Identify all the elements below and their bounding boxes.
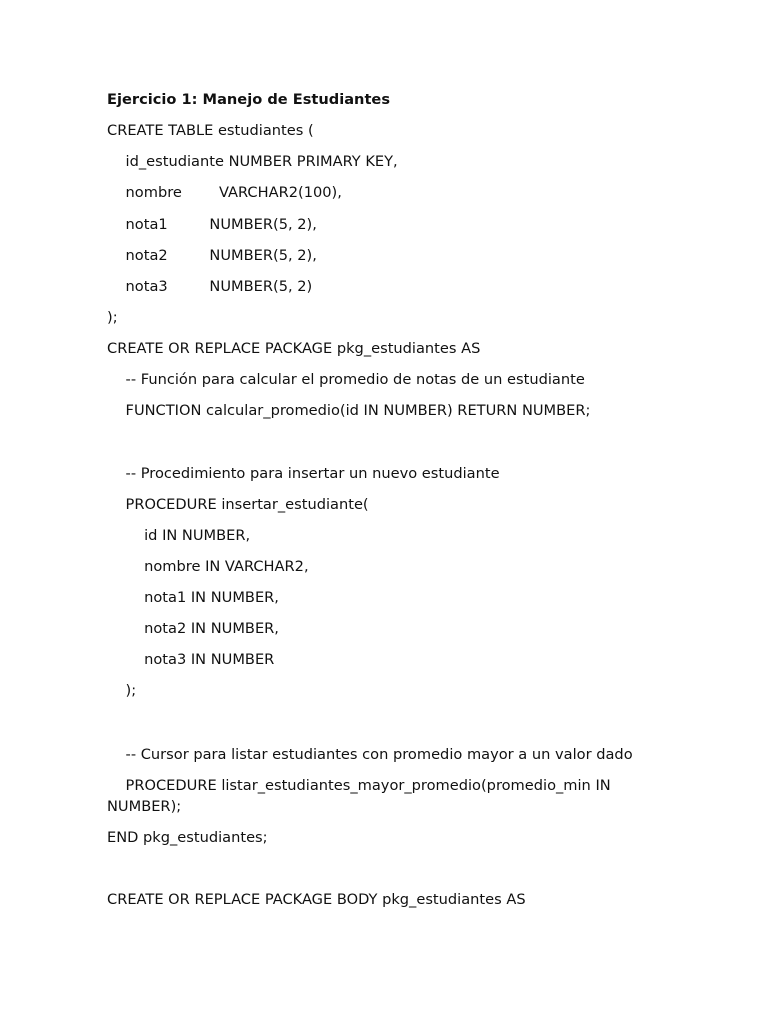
exercise-heading: Ejercicio 1: Manejo de Estudiantes bbox=[107, 91, 391, 108]
code-line: CREATE TABLE estudiantes ( bbox=[107, 122, 314, 139]
code-line: nombre VARCHAR2(100), bbox=[107, 184, 342, 201]
code-line: id_estudiante NUMBER PRIMARY KEY, bbox=[107, 153, 398, 170]
code-line: nota1 NUMBER(5, 2), bbox=[107, 216, 317, 233]
code-line: PROCEDURE listar_estudiantes_mayor_promedio(promedio_min IN bbox=[107, 777, 611, 794]
code-line: ); bbox=[107, 309, 118, 326]
code-line: NUMBER); bbox=[107, 798, 182, 815]
code-line: PROCEDURE insertar_estudiante( bbox=[107, 496, 369, 513]
code-line: nota3 IN NUMBER bbox=[107, 651, 275, 668]
code-line: FUNCTION calcular_promedio(id IN NUMBER) RETURN NUMBER; bbox=[107, 402, 591, 419]
code-line: nota1 IN NUMBER, bbox=[107, 589, 279, 606]
code-line: nota2 NUMBER(5, 2), bbox=[107, 247, 317, 264]
code-comment: -- Cursor para listar estudiantes con promedio mayor a un valor dado bbox=[107, 746, 633, 763]
code-comment: -- Función para calcular el promedio de notas de un estudiante bbox=[107, 371, 585, 388]
code-line: END pkg_estudiantes; bbox=[107, 829, 268, 846]
code-line: CREATE OR REPLACE PACKAGE pkg_estudiantes AS bbox=[107, 340, 481, 357]
code-line: id IN NUMBER, bbox=[107, 527, 251, 544]
code-line: CREATE OR REPLACE PACKAGE BODY pkg_estudiantes AS bbox=[107, 891, 526, 908]
code-comment: -- Procedimiento para insertar un nuevo estudiante bbox=[107, 465, 500, 482]
code-line: nombre IN VARCHAR2, bbox=[107, 558, 309, 575]
code-line: nota3 NUMBER(5, 2) bbox=[107, 278, 313, 295]
code-line: nota2 IN NUMBER, bbox=[107, 620, 279, 637]
code-line: ); bbox=[107, 682, 137, 699]
